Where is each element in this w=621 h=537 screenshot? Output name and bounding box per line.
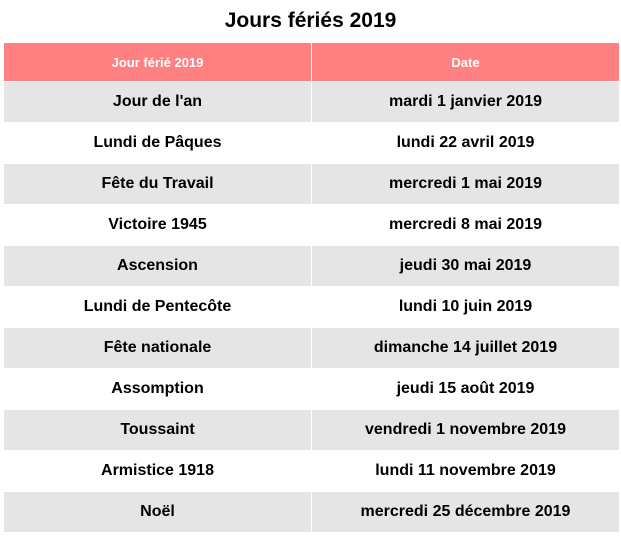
holiday-date-cell: mercredi 1 mai 2019 <box>312 164 620 205</box>
table-row <box>4 123 620 164</box>
table-row <box>4 164 620 205</box>
holiday-name-cell: Fête du Travail <box>4 164 312 205</box>
holiday-date-cell: lundi 22 avril 2019 <box>312 123 620 164</box>
holiday-name-cell: Toussaint <box>4 410 312 451</box>
holiday-date-cell: mardi 1 janvier 2019 <box>312 82 620 123</box>
table-row <box>4 410 620 451</box>
holiday-name-cell: Lundi de Pâques <box>4 123 312 164</box>
holiday-date-cell: mercredi 25 décembre 2019 <box>312 492 620 533</box>
table-row <box>4 328 620 369</box>
column-header-date: Date <box>312 43 620 82</box>
holiday-name-cell: Ascension <box>4 246 312 287</box>
holiday-name-cell: Lundi de Pentecôte <box>4 287 312 328</box>
holiday-name-cell: Noël <box>4 492 312 533</box>
holiday-name-cell: Assomption <box>4 369 312 410</box>
table-row <box>4 82 620 123</box>
holiday-date-cell: jeudi 30 mai 2019 <box>312 246 620 287</box>
table-header-row <box>4 43 620 82</box>
holiday-date-cell: lundi 11 novembre 2019 <box>312 451 620 492</box>
holiday-date-cell: lundi 10 juin 2019 <box>312 287 620 328</box>
table-row <box>4 369 620 410</box>
table-row <box>4 246 620 287</box>
holiday-date-cell: vendredi 1 novembre 2019 <box>312 410 620 451</box>
page-title: Jours fériés 2019 <box>224 9 397 32</box>
table-row <box>4 451 620 492</box>
holiday-name-cell: Victoire 1945 <box>4 205 312 246</box>
table-row <box>4 492 620 533</box>
holidays-table <box>3 43 620 532</box>
holiday-name-cell: Jour de l'an <box>4 82 312 123</box>
holiday-date-cell: dimanche 14 juillet 2019 <box>312 328 620 369</box>
table-row <box>4 287 620 328</box>
holiday-date-cell: mercredi 8 mai 2019 <box>312 205 620 246</box>
holiday-name-cell: Armistice 1918 <box>4 451 312 492</box>
holiday-date-cell: jeudi 15 août 2019 <box>312 369 620 410</box>
table-row <box>4 205 620 246</box>
holiday-name-cell: Fête nationale <box>4 328 312 369</box>
column-header-holiday: Jour férié 2019 <box>4 43 312 82</box>
